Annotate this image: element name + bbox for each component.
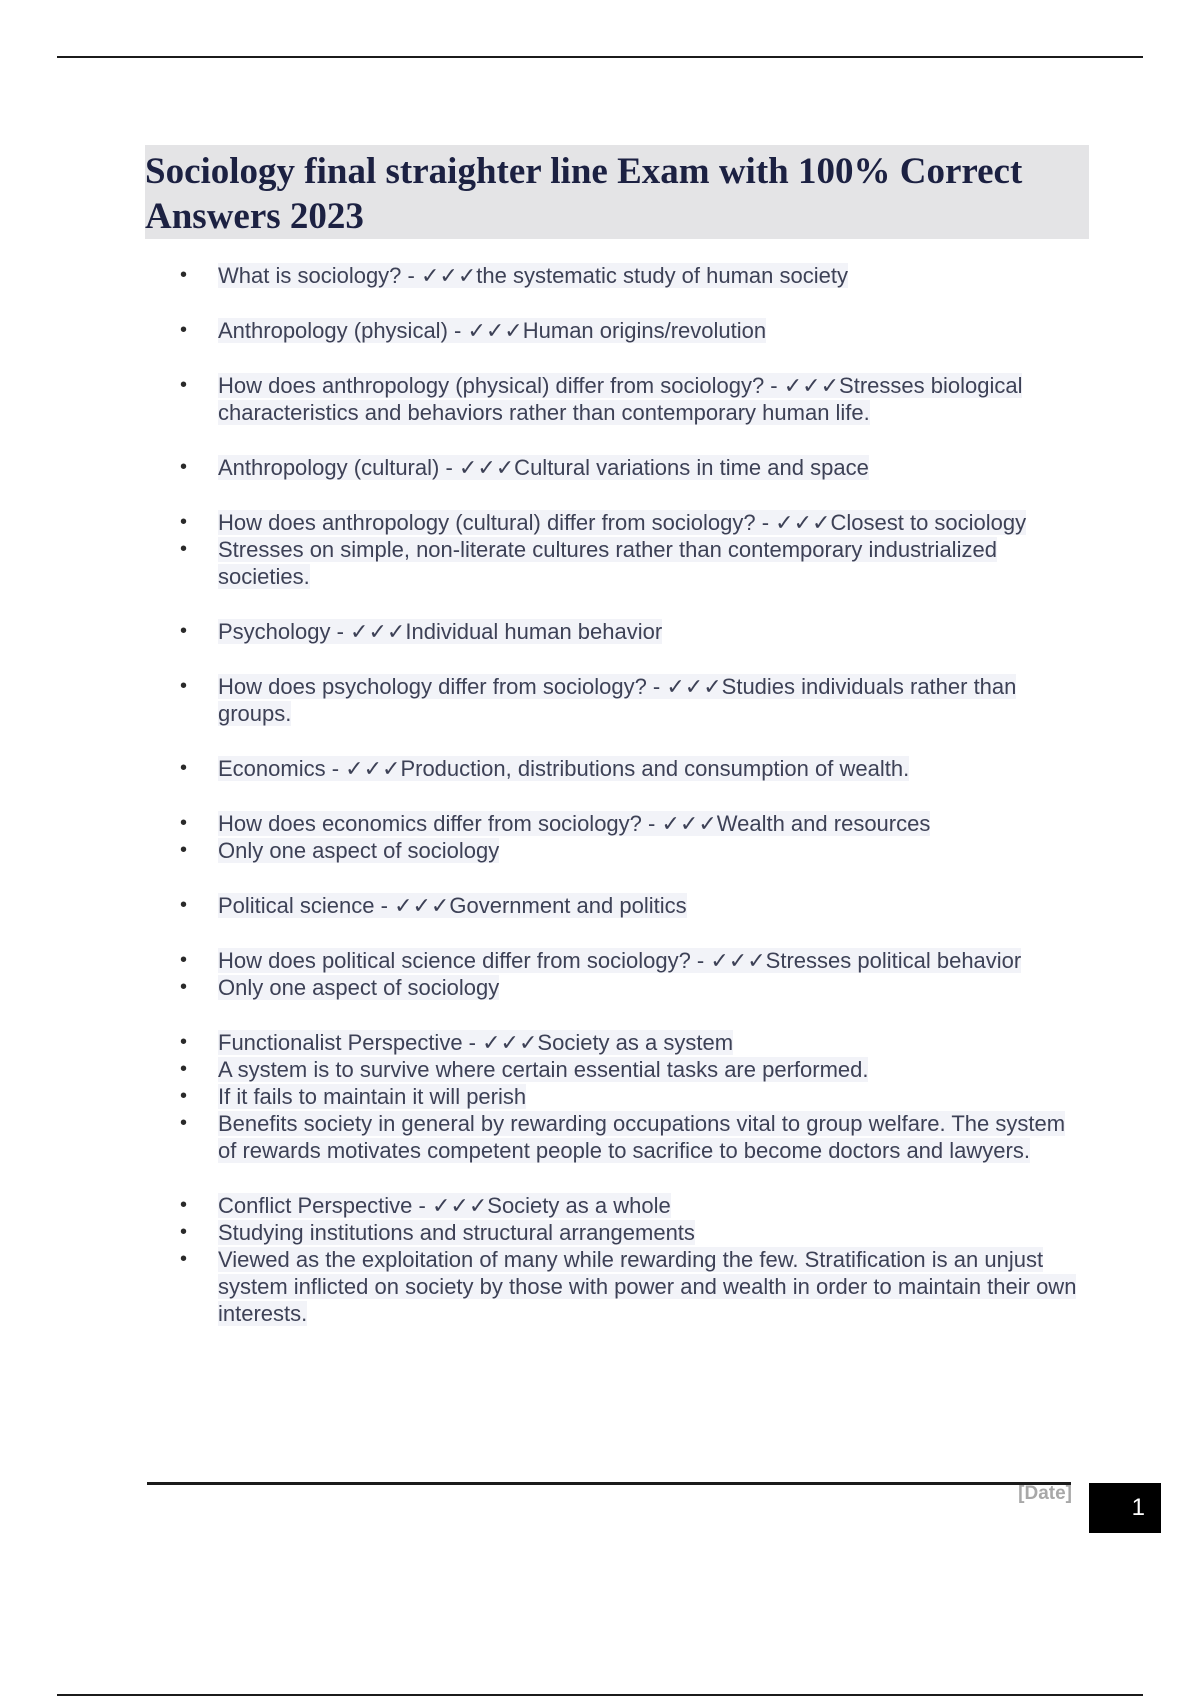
bullet-group: [145, 755, 1085, 782]
list-item: [145, 317, 1085, 344]
list-item: [145, 673, 1085, 727]
list-item-text: Anthropology (cultural) - ✓✓✓Cultural variations in time and space: [218, 455, 869, 480]
bullet-group: [145, 509, 1085, 590]
bullet-group: [145, 673, 1085, 727]
list-item-text: Economics - ✓✓✓Production, distributions and consumption of wealth.: [218, 756, 910, 781]
page-number-box: [1089, 1483, 1161, 1533]
footer-date: [Date]: [1018, 1483, 1072, 1504]
list-item-text: Benefits society in general by rewarding occupations vital to group welfare. The system of rewards motivates competent people to sacrifice to become doctors and lawyers.: [218, 1111, 1066, 1163]
list-item: [145, 837, 1085, 864]
list-item: [145, 1083, 1085, 1110]
list-item-text: Only one aspect of sociology: [218, 838, 500, 863]
page-bottom-rule: [57, 1694, 1143, 1696]
page-number: 1: [1131, 1494, 1145, 1521]
bullet-group: [145, 317, 1085, 344]
list-item: [145, 1110, 1085, 1164]
bullet-group: [145, 372, 1085, 426]
list-item: [145, 618, 1085, 645]
list-item-text: Viewed as the exploitation of many while rewarding the few. Stratification is an unjust system inflicted on society by those with power and wealth in order to maintain their own interests.: [218, 1247, 1077, 1326]
list-item-text: If it fails to maintain it will perish: [218, 1084, 527, 1109]
list-item: [145, 509, 1085, 536]
bullet-group: [145, 892, 1085, 919]
list-item-text: How does political science differ from sociology? - ✓✓✓Stresses political behavior: [218, 948, 1022, 973]
list-item-text: A system is to survive where certain essential tasks are performed.: [218, 1057, 869, 1082]
list-item: [145, 810, 1085, 837]
list-item-text: Political science - ✓✓✓Government and politics: [218, 893, 687, 918]
document-title: Sociology final straighter line Exam with 100% Correct Answers 2023: [145, 151, 1023, 237]
list-item-text: How does anthropology (cultural) differ from sociology? - ✓✓✓Closest to sociology: [218, 510, 1027, 535]
list-item: [145, 1029, 1085, 1056]
bullet-group: [145, 618, 1085, 645]
bullet-group: [145, 1192, 1085, 1327]
bullet-group: [145, 262, 1085, 289]
list-item: [145, 372, 1085, 426]
list-item: [145, 1246, 1085, 1327]
list-item-text: Studying institutions and structural arrangements: [218, 1220, 695, 1245]
list-item-text: Functionalist Perspective - ✓✓✓Society as a system: [218, 1030, 734, 1055]
list-item: [145, 947, 1085, 974]
list-item: [145, 454, 1085, 481]
list-item: [145, 755, 1085, 782]
list-item-text: How does psychology differ from sociology? - ✓✓✓Studies individuals rather than groups.: [218, 674, 1017, 726]
header-rule: [57, 56, 1143, 58]
list-item: [145, 1192, 1085, 1219]
list-item-text: Anthropology (physical) - ✓✓✓Human origins/revolution: [218, 318, 767, 343]
list-item-text: Stresses on simple, non-literate cultures rather than contemporary industrialized societies.: [218, 537, 997, 589]
list-item-text: Only one aspect of sociology: [218, 975, 500, 1000]
footer-rule: [147, 1482, 1071, 1485]
list-item-text: What is sociology? - ✓✓✓the systematic study of human society: [218, 263, 848, 288]
list-item-text: Psychology - ✓✓✓Individual human behavior: [218, 619, 663, 644]
bullet-group: [145, 947, 1085, 1001]
list-item-text: How does economics differ from sociology? - ✓✓✓Wealth and resources: [218, 811, 931, 836]
list-item: [145, 892, 1085, 919]
bullet-group: [145, 454, 1085, 481]
title-block: [145, 145, 1089, 239]
list-item: [145, 262, 1085, 289]
bullet-group: [145, 810, 1085, 864]
list-item: [145, 974, 1085, 1001]
list-item: [145, 536, 1085, 590]
list-item-text: Conflict Perspective - ✓✓✓Society as a whole: [218, 1193, 671, 1218]
question-answer-list: [145, 262, 1085, 1355]
bullet-group: [145, 1029, 1085, 1164]
list-item: [145, 1056, 1085, 1083]
list-item: [145, 1219, 1085, 1246]
list-item-text: How does anthropology (physical) differ from sociology? - ✓✓✓Stresses biological characteristics and behaviors rather than contemporary human life.: [218, 373, 1023, 425]
